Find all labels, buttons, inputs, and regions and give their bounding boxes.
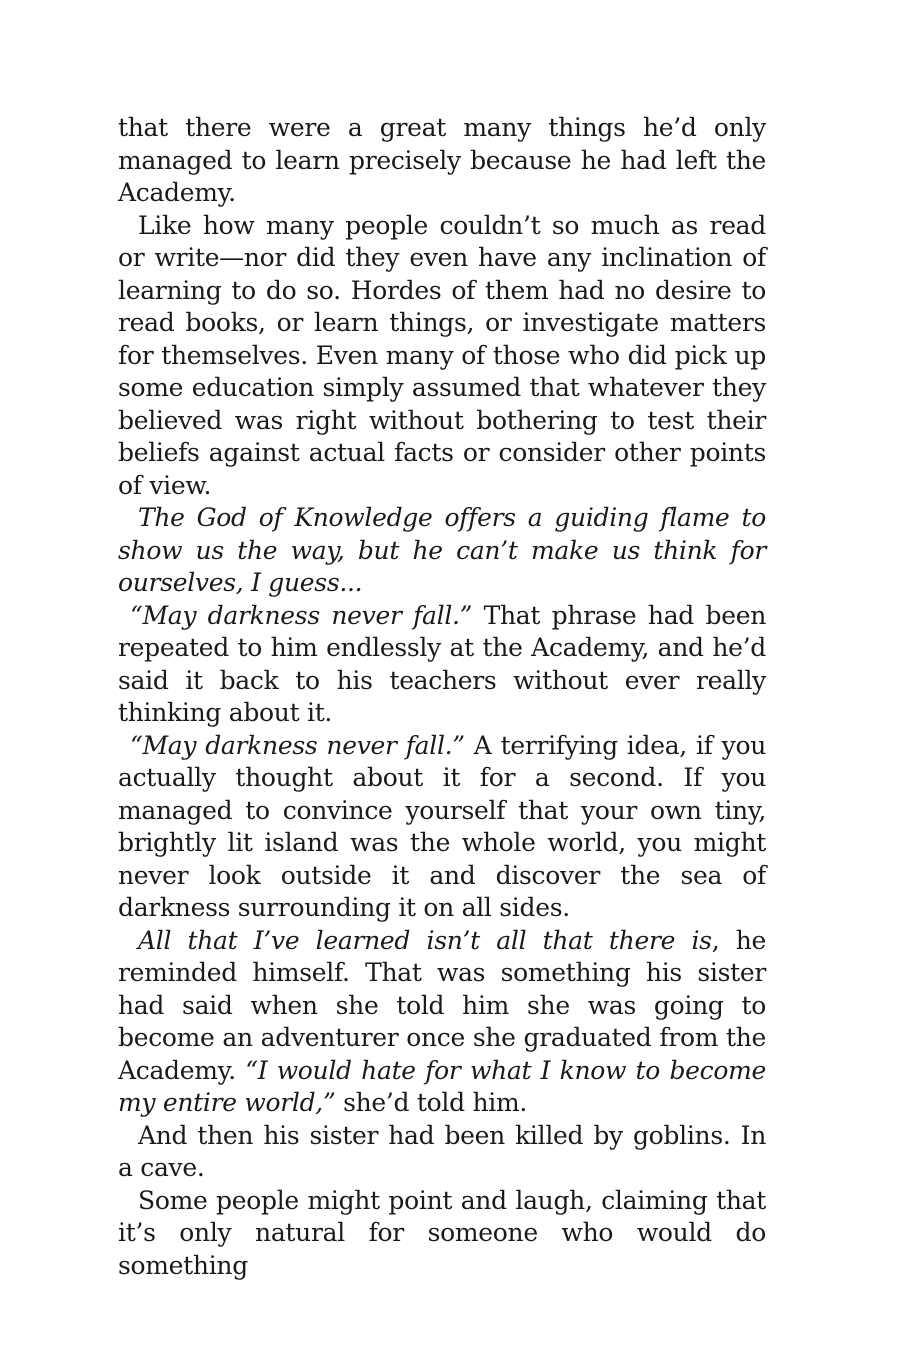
paragraph-8-text: Some people might point and laugh, claiming that it’s only natural for someone who would do something — [118, 1185, 766, 1280]
paragraph-3-italic-thought: The God of Knowledge offers a guiding flame to show us the way, but he can’t make us think for ourselves, I guess... — [118, 503, 766, 597]
paragraph-4-italic-quote: “May darkness never fall.” — [130, 600, 473, 630]
paragraph-6-italic-quote: “I would hate for what I know to become my entire world,” — [118, 1055, 766, 1117]
book-page-text — [118, 112, 766, 1282]
paragraph-5-italic-quote: “May darkness never fall.” — [130, 730, 465, 760]
paragraph-1 — [118, 112, 766, 210]
paragraph-4-text: That phrase had been repeated to him endlessly at the Academy, and he’d said it back to his teachers without ever really thinking about it. — [118, 600, 766, 727]
paragraph-7 — [118, 1120, 766, 1185]
paragraph-4 — [118, 600, 766, 730]
paragraph-5-text: A terrifying idea, if you actually thought about it for a second. If you managed to convince yourself that your own tiny, brightly lit island was the whole world, you might never look outside it and discover the sea of darkness surrounding it on all sides. — [118, 730, 767, 922]
paragraph-7-text: And then his sister had been killed by goblins. In a cave. — [118, 1120, 766, 1182]
paragraph-6-text-b: she’d told him. — [335, 1088, 527, 1117]
paragraph-6-italic-thought: All that I’ve learned isn’t all that there is — [138, 925, 712, 955]
paragraph-5 — [118, 730, 766, 925]
paragraph-6-text-a: , he reminded himself. That was something his sister had said when she told him she was going to become an adventurer once she graduated from the Academy. — [118, 925, 766, 1085]
paragraph-1-text: that there were a great many things he’d only managed to learn precisely because he had left the Academy. — [118, 113, 766, 207]
paragraph-6 — [118, 925, 766, 1120]
paragraph-2 — [118, 210, 766, 503]
paragraph-2-text: Like how many people couldn’t so much as read or write—nor did they even have any inclination of learning to do so. Hordes of them had no desire to read books, or learn things, or investigate matters for themselves. Even many of those who did pick up some education simply assumed that whatever they believed was right without bothering to test their beliefs against actual facts or consider other points of view. — [118, 210, 766, 500]
paragraph-3 — [118, 502, 766, 600]
paragraph-8 — [118, 1185, 766, 1283]
